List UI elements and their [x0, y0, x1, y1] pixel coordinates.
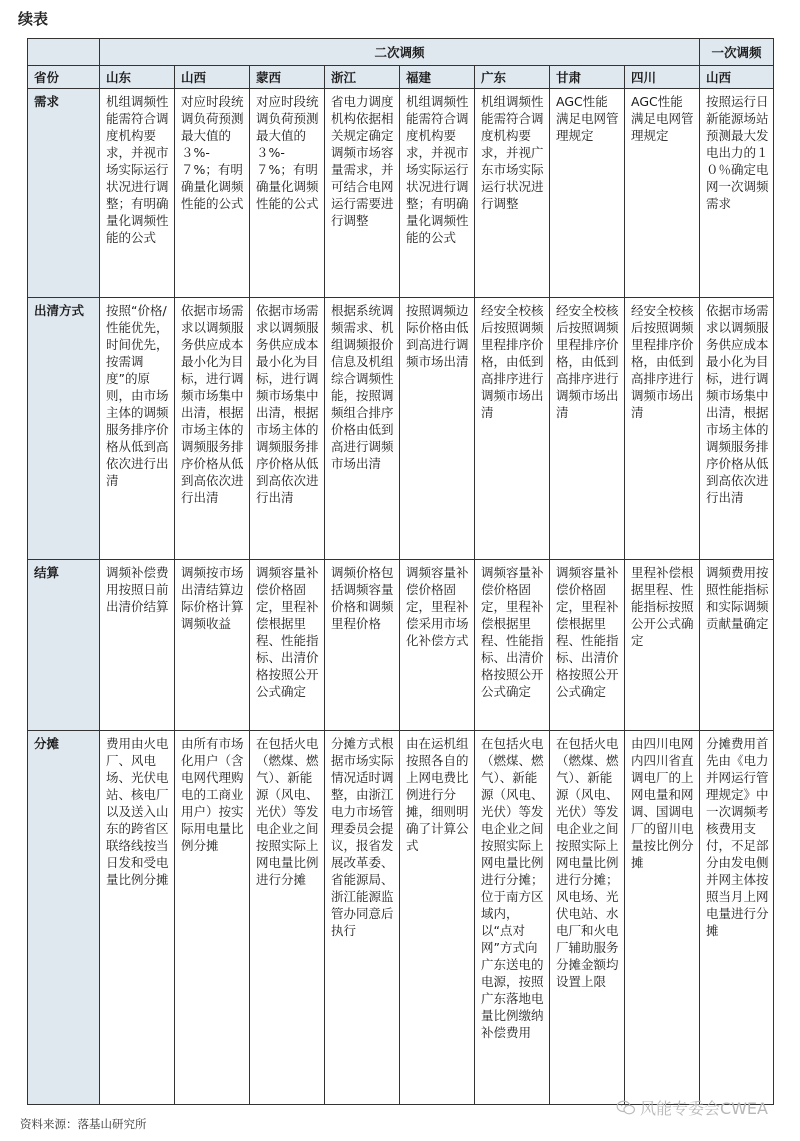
- header-row-label: 省份: [28, 66, 100, 89]
- source-note: 资料来源：落基山研究所: [20, 1117, 147, 1131]
- table-cell: 调频费用按照性能指标和实际调频贡献量确定: [700, 560, 774, 731]
- table-cell: 对应时段统调负荷预测最大值的３%-７%；有明确量化调频性能的公式: [175, 89, 250, 298]
- table-cell: 经安全校核后按照调频里程排序价格，由低到高排序进行调频市场出清: [475, 298, 550, 560]
- table-cell: 在包括火电（燃煤、燃气）、新能源（风电、光伏）等发电企业之间按照实际上网电量比例进行分摊；风电场、光伏电站、水电厂和火电厂辅助服务分摊金额均设置上限: [550, 731, 625, 1105]
- table-cell: 费用由火电厂、风电场、光伏电站、核电厂以及送入山东的跨省区联络线按当日发和受电量比例分摊: [100, 731, 175, 1105]
- page-title: 续表: [18, 10, 49, 28]
- table-cell: 经安全校核后按照调频里程排序价格，由低到高排序进行调频市场出清: [550, 298, 625, 560]
- table-cell: 调频补偿费用按照日前出清价结算: [100, 560, 175, 731]
- header-province-row: [28, 66, 774, 89]
- header-group-primary: 一次调频: [700, 39, 774, 66]
- row-label: 分摊: [28, 731, 100, 1105]
- table-cell: AGC性能满足电网管理规定: [625, 89, 700, 298]
- table-cell: 调频按市场出清结算边际价格计算调频收益: [175, 560, 250, 731]
- header-province: 山西: [175, 66, 250, 89]
- table-cell: 调频价格包括调频容量价格和调频里程价格: [325, 560, 400, 731]
- table-cell: 依据市场需求以调频服务供应成本最小化为目标，进行调频市场集中出清，根据市场主体的调频服务排序价格从低到高依次进行出清: [250, 298, 325, 560]
- table-cell: AGC性能满足电网管理规定: [550, 89, 625, 298]
- table-cell: 根据系统调频需求、机组调频报价信息及机组综合调频性能，按照调频组合排序价格由低到高进行调频市场出清: [325, 298, 400, 560]
- table-cell: 分摊费用首先由《电力并网运行管理规定》中一次调频考核费用支付，不足部分由发电侧并网主体按照当月上网电量进行分摊: [700, 731, 774, 1105]
- table-cell: 机组调频性能需符合调度机构要求，并视市场实际运行状况进行调整；有明确量化调频性能的公式: [400, 89, 475, 298]
- table-row: [28, 298, 774, 560]
- table-cell: 依据市场需求以调频服务供应成本最小化为目标，进行调频市场集中出清，根据市场主体的调频服务排序价格从低到高依次进行出清: [175, 298, 250, 560]
- table-cell: 由四川电网内四川省直调电厂的上网电量和网调、国调电厂的留川电量按比例分摊: [625, 731, 700, 1105]
- header-group-row: [28, 39, 774, 66]
- header-province: 山西: [700, 66, 774, 89]
- header-corner: [28, 39, 100, 66]
- table-cell: 调频容量补偿价格固定，里程补偿采用市场化补偿方式: [400, 560, 475, 731]
- watermark-text: 风能专委会CWEA: [639, 1099, 768, 1118]
- table-cell: 里程补偿根据里程、性能指标按照公开公式确定: [625, 560, 700, 731]
- data-table: [27, 38, 774, 1105]
- table-cell: 经安全校核后按照调频里程排序价格，由低到高排序进行调频市场出清: [625, 298, 700, 560]
- table-cell: 按照调频边际价格由低到高进行调频市场出清: [400, 298, 475, 560]
- table-cell: 机组调频性能需符合调度机构要求，并视广东市场实际运行状况进行调整: [475, 89, 550, 298]
- table-cell: 在包括火电（燃煤、燃气）、新能源（风电、光伏）等发电企业之间按照实际上网电量比例进行分摊；位于南方区域内，以“点对网”方式向广东送电的电源，按照广东落地电量比例缴纳补偿费用: [475, 731, 550, 1105]
- table-row: [28, 560, 774, 731]
- table-cell: 由在运机组按照各自的上网电费比例进行分摊，细则明确了计算公式: [400, 731, 475, 1105]
- table-cell: 机组调频性能需符合调度机构要求，并视市场实际运行状况进行调整；有明确量化调频性能的公式: [100, 89, 175, 298]
- row-label: 出清方式: [28, 298, 100, 560]
- table-row: [28, 89, 774, 298]
- header-province: 甘肃: [550, 66, 625, 89]
- header-province: 福建: [400, 66, 475, 89]
- table-cell: 在包括火电（燃煤、燃气）、新能源（风电、光伏）等发电企业之间按照实际上网电量比例进行分摊: [250, 731, 325, 1105]
- table-cell: 调频容量补偿价格固定，里程补偿根据里程、性能指标、出清价格按照公开公式确定: [550, 560, 625, 731]
- table-cell: 分摊方式根据市场实际情况适时调整，由浙江电力市场管理委员会提议，报省发展改革委、省能源局、浙江能源监管办同意后执行: [325, 731, 400, 1105]
- row-label: 结算: [28, 560, 100, 731]
- wechat-icon: [616, 1100, 636, 1116]
- header-province: 蒙西: [250, 66, 325, 89]
- header-group-secondary: 二次调频: [100, 39, 700, 66]
- table-cell: 依据市场需求以调频服务供应成本最小化为目标，进行调频市场集中出清，根据市场主体的调频服务排序价格从低到高依次进行出清: [700, 298, 774, 560]
- table-cell: 由所有市场化用户（含电网代理购电的工商业用户）按实际用电量比例分摊: [175, 731, 250, 1105]
- table-cell: 调频容量补偿价格固定，里程补偿根据里程、性能指标、出清价格按照公开公式确定: [475, 560, 550, 731]
- table-cell: 按照“价格/性能优先，时间优先，按需调度”的原则，由市场主体的调频服务排序价格从低到高依次进行出清: [100, 298, 175, 560]
- header-province: 四川: [625, 66, 700, 89]
- table-row: [28, 731, 774, 1105]
- table-cell: 按照运行日新能源场站预测最大发电出力的１０％确定电网一次调频需求: [700, 89, 774, 298]
- table-cell: 对应时段统调负荷预测最大值的３%-７%；有明确量化调频性能的公式: [250, 89, 325, 298]
- header-province: 广东: [475, 66, 550, 89]
- header-province: 山东: [100, 66, 175, 89]
- table-cell: 省电力调度机构依据相关规定确定调频市场容量需求，并可结合电网运行需要进行调整: [325, 89, 400, 298]
- table-cell: 调频容量补偿价格固定，里程补偿根据里程、性能指标、出清价格按照公开公式确定: [250, 560, 325, 731]
- header-province: 浙江: [325, 66, 400, 89]
- watermark: [616, 1096, 768, 1119]
- row-label: 需求: [28, 89, 100, 298]
